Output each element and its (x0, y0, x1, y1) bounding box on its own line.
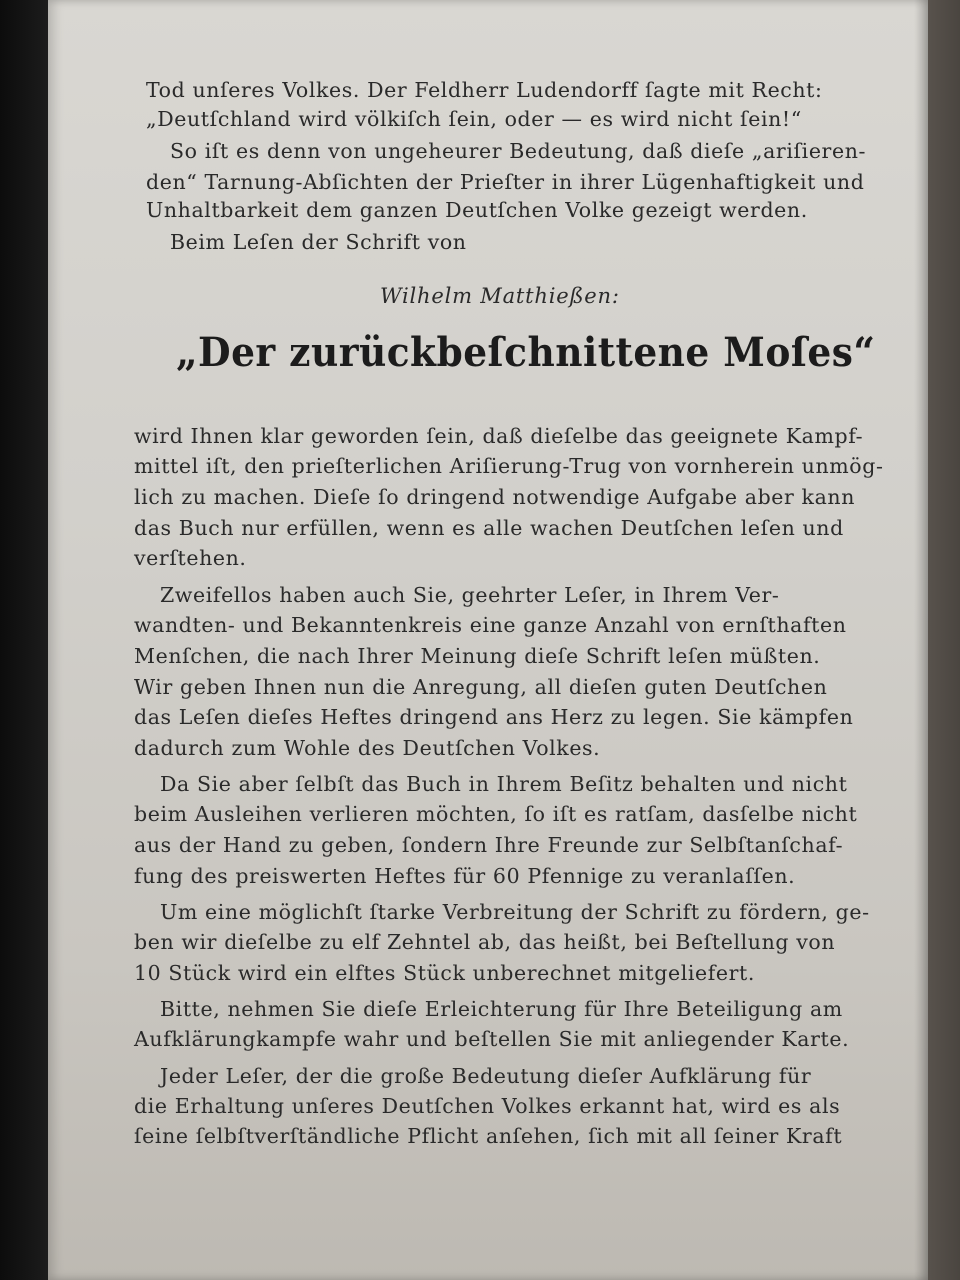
text-line: fung des preiswerten Heftes für 60 Pfennige zu veranlaſſen. (134, 864, 796, 888)
text-line: „Deutſchland wird völkiſch ſein, oder — es wird nicht ſein!“ (146, 107, 802, 131)
text-line: So iſt es denn von ungeheurer Bedeutung, daß dieſe „ariſieren- (170, 139, 867, 163)
text-line: Bitte, nehmen Sie dieſe Erleichterung für Ihre Beteiligung am (160, 997, 843, 1021)
text-line: lich zu machen. Dieſe ſo dringend notwendige Aufgabe aber kann (134, 485, 855, 509)
text-line: die Erhaltung unſeres Deutſchen Volkes erkannt hat, wird es als (134, 1094, 841, 1118)
text-line: Zweifellos haben auch Sie, geehrter Leſer, in Ihrem Ver- (160, 583, 780, 607)
text-line: beim Ausleihen verlieren möchten, ſo iſt es ratſam, dasſelbe nicht (134, 802, 858, 826)
text-line: Da Sie aber ſelbſt das Buch in Ihrem Beſitz behalten und nicht (160, 772, 848, 796)
text-line: Tod unſeres Volkes. Der Feldherr Ludendorff ſagte mit Recht: (146, 78, 823, 102)
text-line: Aufklärungkampfe wahr und beſtellen Sie mit anliegender Karte. (134, 1027, 850, 1051)
text-line: ſeine ſelbſtverſtändliche Pflicht anſehen, ſich mit all ſeiner Kraft (134, 1124, 843, 1148)
text-line: das Buch nur erfüllen, wenn es alle wachen Deutſchen leſen und (134, 516, 844, 540)
book-page (48, 0, 928, 1280)
text-line: aus der Hand zu geben, ſondern Ihre Freunde zur Selbſtanſchaf- (134, 833, 844, 857)
text-line: wird Ihnen klar geworden ſein, daß dieſelbe das geeignete Kampf- (134, 424, 864, 448)
text-line: dadurch zum Wohle des Deutſchen Volkes. (134, 736, 601, 760)
book-title: „Der zurückbeſchnittene Moſes“ (176, 328, 876, 376)
text-line: Jeder Leſer, der die große Bedeutung dieſer Aufklärung für (160, 1064, 812, 1088)
text-line: 10 Stück wird ein elftes Stück unberechnet mitgeliefert. (134, 961, 756, 985)
text-line: Unhaltbarkeit dem ganzen Deutſchen Volke gezeigt werden. (146, 198, 808, 222)
text-line: den“ Tarnung-Abſichten der Prieſter in ihrer Lügenhaftigkeit und (146, 170, 865, 194)
text-line: Menſchen, die nach Ihrer Meinung dieſe Schrift leſen müßten. (134, 644, 821, 668)
text-line: verſtehen. (134, 546, 247, 570)
text-line: Wir geben Ihnen nun die Anregung, all dieſen guten Deutſchen (134, 675, 828, 699)
text-line: das Leſen dieſes Heftes dringend ans Herz zu legen. Sie kämpfen (134, 705, 854, 729)
text-line: Beim Leſen der Schrift von (170, 230, 467, 254)
text-line: mittel iſt, den prieſterlichen Ariſierung-Trug von vornherein unmög- (134, 454, 884, 478)
text-line: ben wir dieſelbe zu elf Zehntel ab, das heißt, bei Beſtellung von (134, 930, 836, 954)
text-line: wandten- und Bekanntenkreis eine ganze Anzahl von ernſthaften (134, 613, 847, 637)
text-line: Um eine möglichſt ſtarke Verbreitung der Schrift zu fördern, ge- (160, 900, 870, 924)
author-name: Wilhelm Matthießen: (380, 284, 620, 308)
